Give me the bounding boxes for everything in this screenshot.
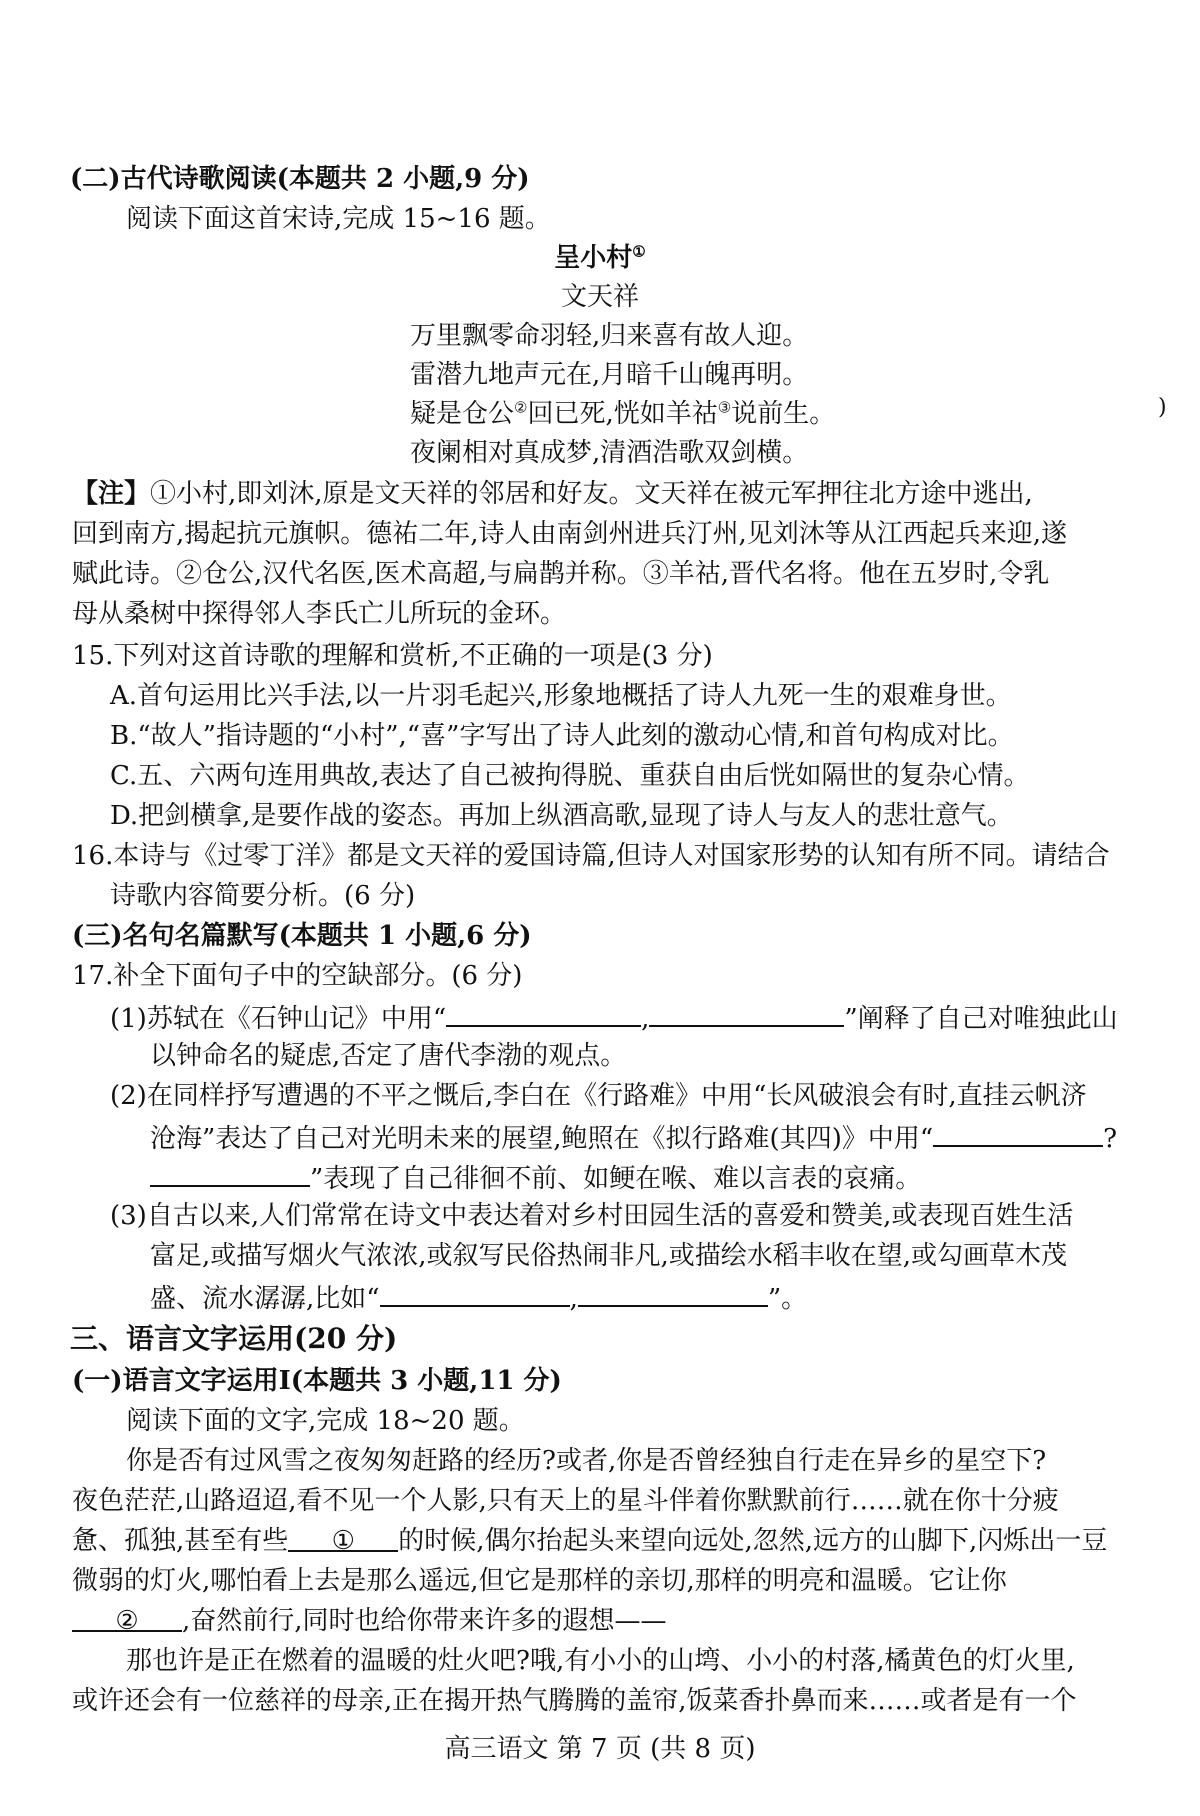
- poem-line-4: 夜阑相对真成梦,清酒浩歌双剑横。: [410, 438, 809, 468]
- question-17-item-1-line-2: 以钟命名的疑虑,否定了唐代李渤的观点。: [150, 1041, 627, 1071]
- page-footer: 高三语文 第 7 页 (共 8 页): [444, 1734, 756, 1764]
- section-title-language-use: 三、语言文字运用(20 分): [70, 1322, 398, 1355]
- passage-line-6: 那也许是正在燃着的温暖的灶火吧?哦,有小小的山塆、小小的村落,橘黄色的灯火里,: [126, 1646, 1075, 1676]
- passage-blank-1[interactable]: ①: [288, 1522, 398, 1552]
- question-15-option-a: A.首句运用比兴手法,以一片羽毛起兴,形象地概括了诗人九死一生的艰难身世。: [110, 681, 1012, 711]
- question-17-item-3-line-2: 富足,或描写烟火气浓浓,或叙写民俗热闹非凡,或描绘水稻丰收在望,或勾画草木茂: [150, 1241, 1068, 1271]
- poem-note-line-2: 回到南方,揭起抗元旗帜。德祐二年,诗人由南剑州进兵汀州,见刘沐等从江西起兵来迎,遂: [72, 519, 1068, 549]
- question-17-item-2-line-3: ”表现了自己徘徊不前、如鲠在喉、难以言表的哀痛。: [150, 1157, 1200, 1198]
- question-17-item-1-line-1: (1)苏轼在《石钟山记》中用“ , ”阐释了自己对唯独此山: [110, 997, 1200, 1038]
- poetry-instruction: 阅读下面这首宋诗,完成 15~16 题。: [126, 204, 551, 234]
- question-17-stem: 17.补全下面句子中的空缺部分。(6 分): [72, 961, 523, 991]
- question-17-item-3-line-3: 盛、流水潺潺,比如“ , ”。: [150, 1277, 1200, 1318]
- question-15-option-d: D.把剑横拿,是要作战的姿态。再加上纵酒高歌,显现了诗人与友人的悲壮意气。: [110, 801, 1013, 831]
- passage-blank-2[interactable]: ②: [72, 1602, 182, 1632]
- answer-blank[interactable]: [649, 997, 844, 1027]
- passage-line-7: 或许还会有一位慈祥的母亲,正在揭开热气腾腾的盖帘,饭菜香扑鼻而来……或者是有一个: [72, 1686, 1077, 1716]
- subsection-title-language-use-1: (一)语言文字运用Ⅰ(本题共 3 小题,11 分): [72, 1366, 562, 1396]
- answer-blank[interactable]: [578, 1277, 768, 1307]
- question-16-line-2: 诗歌内容简要分析。(6 分): [110, 881, 416, 911]
- question-17-item-3-line-1: (3)自古以来,人们常常在诗文中表达着对乡村田园生活的喜爱和赞美,或表现百姓生活: [110, 1201, 1074, 1231]
- question-16-line-1: 16.本诗与《过零丁洋》都是文天祥的爱国诗篇,但诗人对国家形势的认知有所不同。请结合: [72, 841, 1110, 871]
- poem-line-3: 疑是仓公②回已死,恍如羊祜③说前生。: [410, 398, 836, 429]
- section-title-dictation: (三)名句名篇默写(本题共 1 小题,6 分): [72, 921, 532, 951]
- answer-blank[interactable]: [150, 1157, 310, 1187]
- passage-line-1: 你是否有过风雪之夜匆匆赶路的经历?或者,你是否曾经独自行走在异乡的星空下?: [126, 1446, 1047, 1476]
- poem-title: 呈小村①: [554, 242, 646, 273]
- poem-note-line-1: 【注】①小村,即刘沐,原是文天祥的邻居和好友。文天祥在被元军押往北方途中逃出,: [72, 479, 1033, 509]
- passage-line-5: ② ,奋然前行,同时也给你带来许多的遐想——: [72, 1602, 1200, 1640]
- passage-instruction: 阅读下面的文字,完成 18~20 题。: [126, 1406, 525, 1436]
- passage-line-2: 夜色茫茫,山路迢迢,看不见一个人影,只有天上的星斗伴着你默默前行……就在你十分疲: [72, 1486, 1059, 1516]
- poem-note-line-3: 赋此诗。②仓公,汉代名医,医术高超,与扁鹊并称。③羊祜,晋代名将。他在五岁时,令乳: [72, 559, 1050, 589]
- poem-author: 文天祥: [560, 282, 639, 312]
- passage-line-4: 微弱的灯火,哪怕看上去是那么遥远,但它是那样的亲切,那样的明亮和温暖。它让你: [72, 1566, 1007, 1596]
- answer-blank[interactable]: [446, 997, 641, 1027]
- question-15-option-b: B.“故人”指诗题的“小村”,“喜”字写出了诗人此刻的激动心情,和首句构成对比。: [110, 721, 1014, 751]
- question-15-option-c: C.五、六两句连用典故,表达了自己被拘得脱、重获自由后恍如隔世的复杂心情。: [110, 761, 1030, 791]
- question-17-item-2-line-2: 沧海”表达了自己对光明未来的展望,鲍照在《拟行路难(其四)》中用“ ?: [150, 1117, 1200, 1158]
- section-title-poetry: (二)古代诗歌阅读(本题共 2 小题,9 分): [70, 164, 530, 194]
- answer-blank[interactable]: [380, 1277, 570, 1307]
- question-17-item-2-line-1: (2)在同样抒写遭遇的不平之慨后,李白在《行路难》中用“长风破浪会有时,直挂云帆济: [110, 1081, 1087, 1111]
- poem-line-2: 雷潜九地声元在,月暗千山魄再明。: [410, 360, 809, 390]
- poem-line-1: 万里飘零命羽轻,归来喜有故人迎。: [410, 321, 809, 351]
- passage-line-3: 惫、孤独,甚至有些 ① 的时候,偶尔抬起头来望向远处,忽然,远方的山脚下,闪烁出一豆: [72, 1522, 1200, 1560]
- poem-note-line-4: 母从桑树中探得邻人李氏亡儿所玩的金环。: [72, 599, 567, 629]
- margin-mark: ): [1158, 395, 1167, 420]
- answer-blank[interactable]: [933, 1117, 1103, 1147]
- question-15-stem: 15.下列对这首诗歌的理解和赏析,不正确的一项是(3 分): [72, 641, 713, 671]
